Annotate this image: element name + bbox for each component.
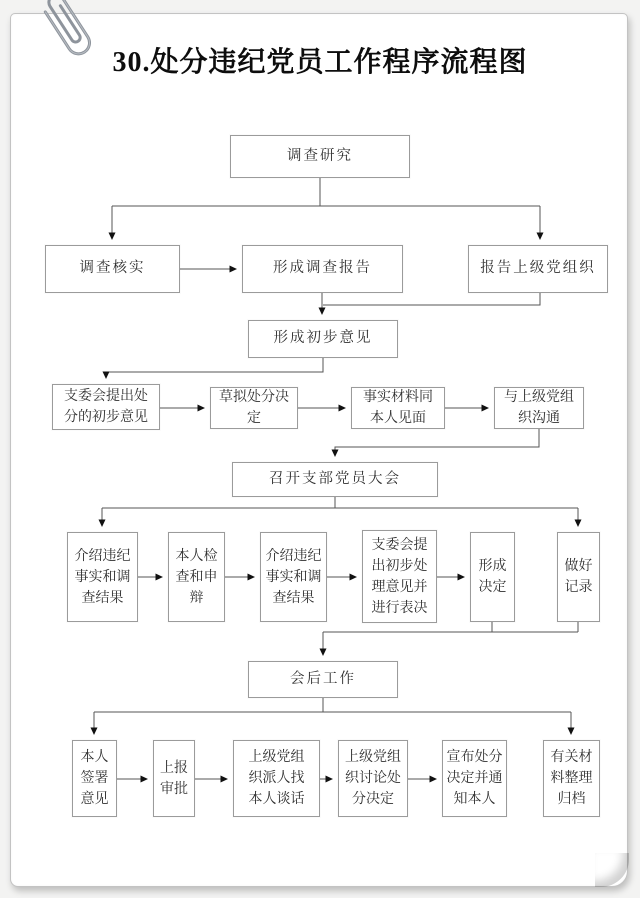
flow-node-convene: 召开支部党员大会 — [232, 462, 438, 497]
flow-node-meet-person: 事实材料同本人见面 — [351, 387, 445, 429]
flow-node-announce: 宣布处分决定并通知本人 — [442, 740, 507, 817]
page-title: 30.处分违纪党员工作程序流程图 — [112, 47, 528, 78]
flow-node-form-decision: 形成决定 — [470, 532, 515, 622]
flow-node-communicate: 与上级党组织沟通 — [494, 387, 584, 429]
flow-node-verify: 调查核实 — [45, 245, 180, 293]
flow-node-talk: 上级党组织派人找本人谈话 — [233, 740, 320, 817]
flow-node-intro-facts-1: 介绍违纪事实和调查结果 — [67, 532, 138, 622]
flow-node-report-form: 形成调查报告 — [242, 245, 403, 293]
flow-node-submit: 上报审批 — [153, 740, 195, 817]
flow-node-self-defense: 本人检查和申辩 — [168, 532, 225, 622]
flow-node-record: 做好记录 — [557, 532, 600, 622]
flow-node-preliminary: 形成初步意见 — [248, 320, 398, 358]
flow-node-committee-propose: 支委会提出处分的初步意见 — [52, 384, 160, 430]
flow-node-report-upper: 报告上级党组织 — [468, 245, 608, 293]
flow-node-investigate: 调查研究 — [230, 135, 410, 178]
flow-node-intro-facts-2: 介绍违纪事实和调查结果 — [260, 532, 327, 622]
flow-node-discuss: 上级党组织讨论处分决定 — [338, 740, 408, 817]
flow-node-archive: 有关材料整理归档 — [543, 740, 600, 817]
flow-node-post-meeting: 会后工作 — [248, 661, 398, 698]
flow-node-committee-vote: 支委会提出初步处理意见并进行表决 — [362, 530, 437, 623]
flow-node-sign: 本人签署意见 — [72, 740, 117, 817]
flow-node-draft: 草拟处分决定 — [210, 387, 298, 429]
